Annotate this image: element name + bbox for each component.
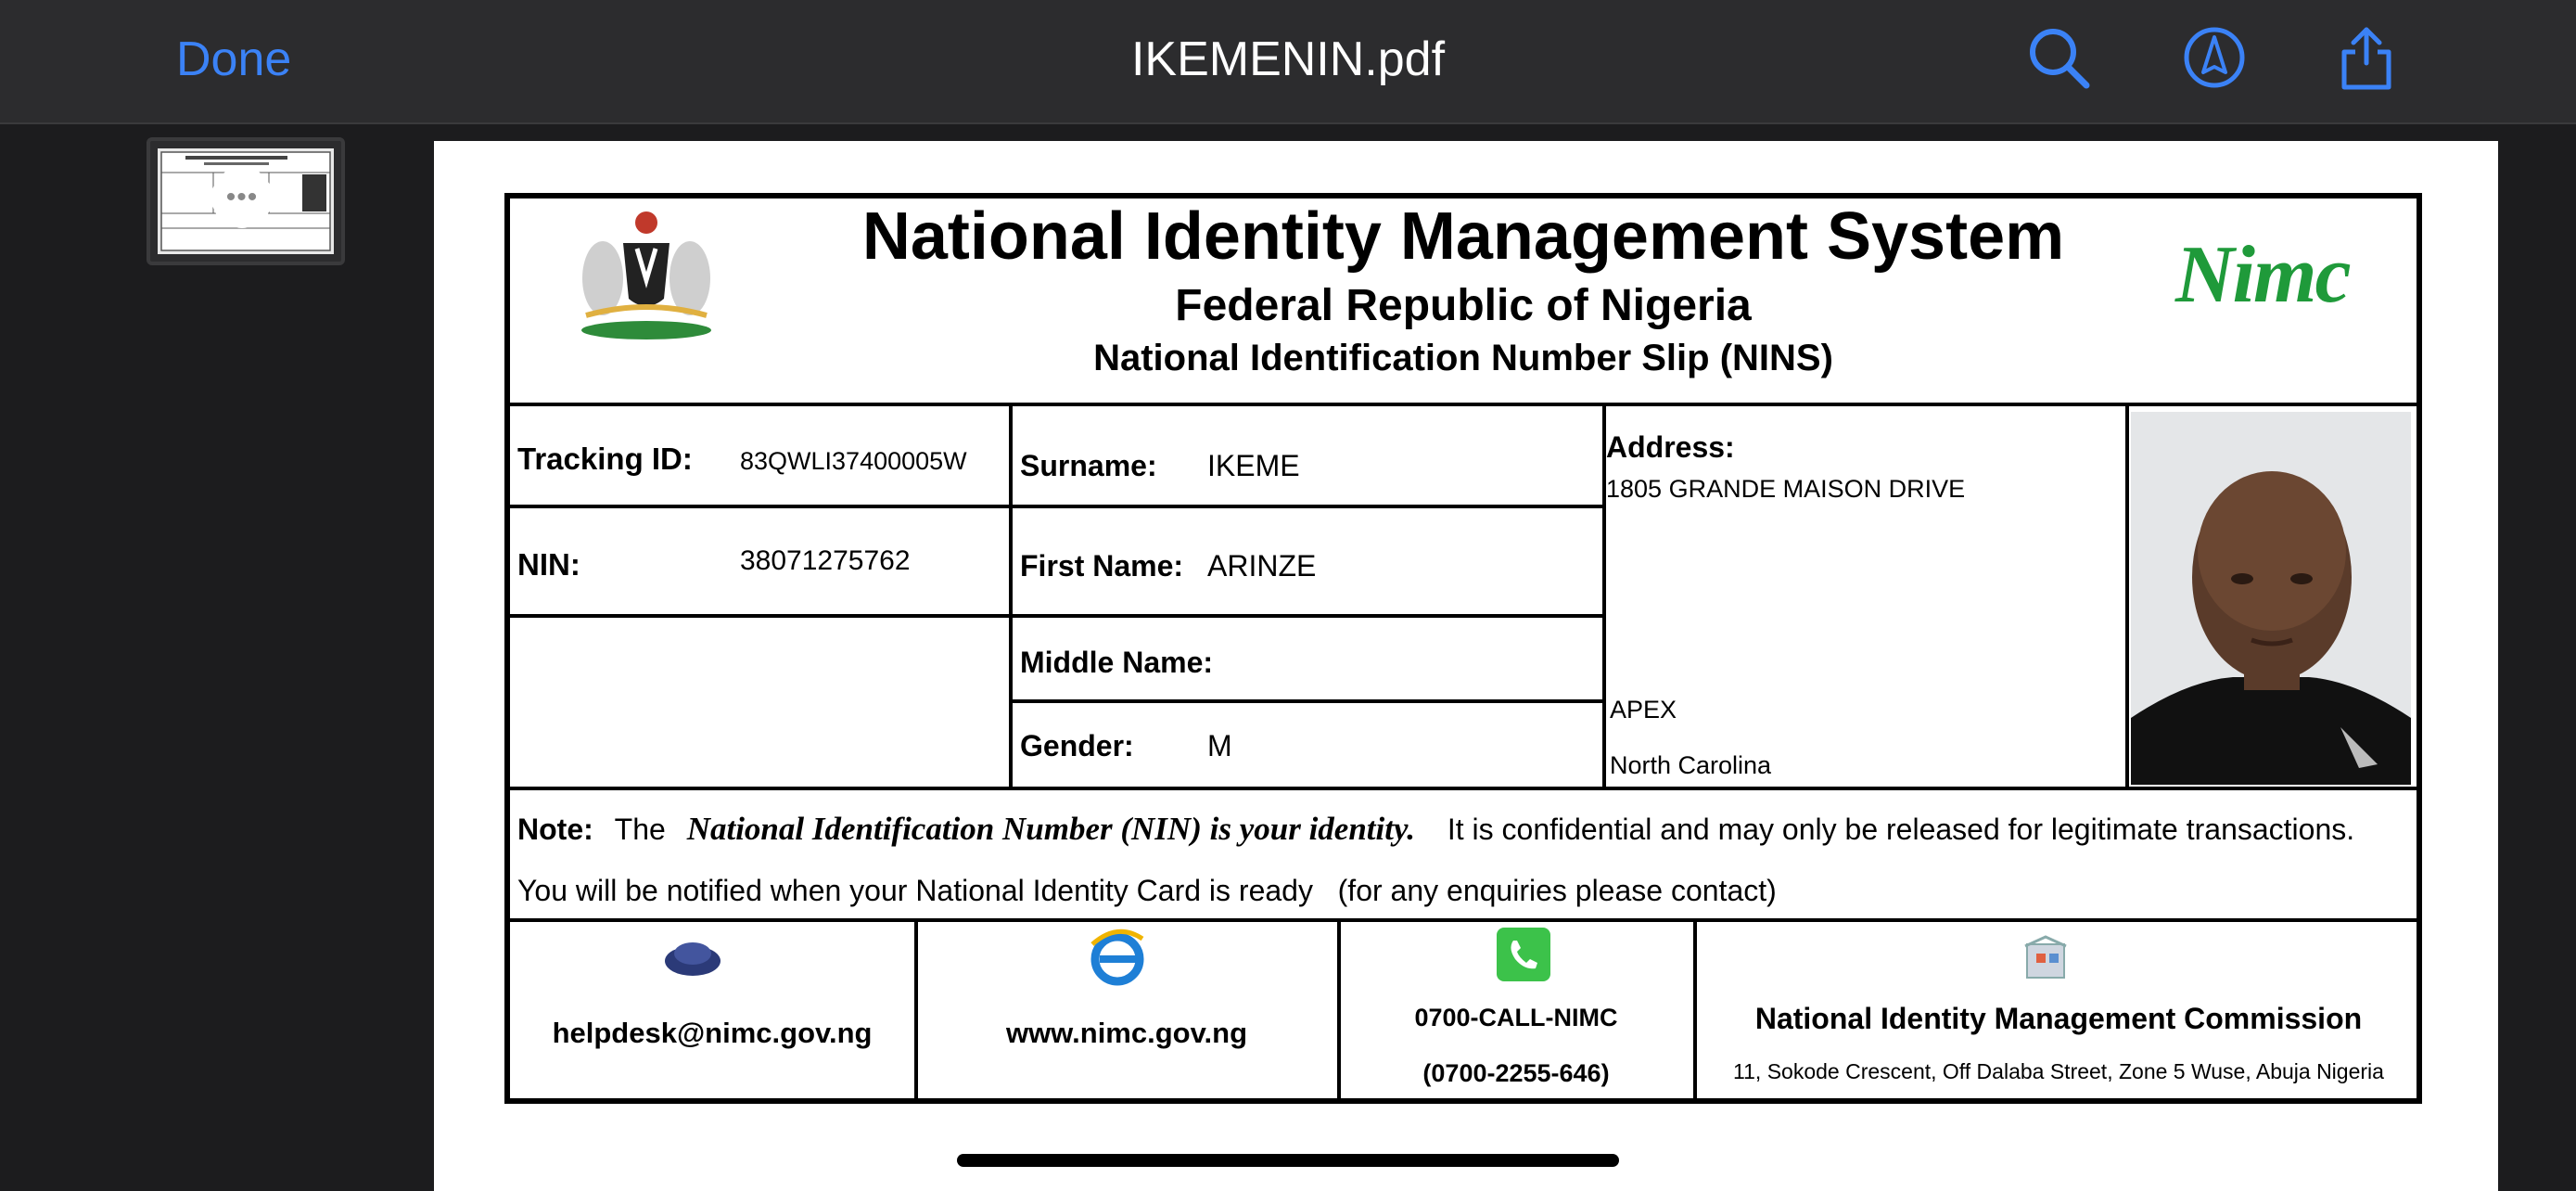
slip-title: National Identity Management System	[861, 199, 2065, 274]
note-rest: It is confidential and may only be released for legitimate transactions.	[1447, 813, 2355, 846]
divider	[1009, 403, 1013, 788]
divider	[508, 505, 1606, 508]
surname-value: IKEME	[1207, 449, 1300, 482]
phone-icon	[1497, 928, 1550, 981]
markup-icon[interactable]	[2181, 24, 2248, 91]
slip-subtitle-nins: National Identification Number Slip (NINS)	[1093, 338, 1833, 378]
contact-org-address: 11, Sokode Crescent, Off Dalaba Street, Zone 5 Wuse, Abuja Nigeria	[1733, 1059, 2384, 1083]
tracking-id-label: Tracking ID:	[517, 442, 693, 476]
contact-email[interactable]: helpdesk@nimc.gov.ng	[552, 1017, 873, 1049]
gender-value: M	[1207, 729, 1232, 762]
contact-org-name: National Identity Management Commission	[1754, 1002, 2363, 1035]
note-the: The	[614, 813, 666, 846]
share-icon[interactable]	[2333, 24, 2400, 91]
address-line-3: North Carolina	[1610, 751, 1772, 779]
middle-name-label: Middle Name:	[1020, 646, 1214, 679]
internet-explorer-icon	[1087, 926, 1148, 989]
address-line-1: 1805 GRANDE MAISON DRIVE	[1606, 475, 1966, 503]
slip-subtitle: Federal Republic of Nigeria	[1175, 281, 1752, 330]
building-icon	[2021, 935, 2070, 980]
address-line-2: APEX	[1610, 696, 1677, 724]
holder-photo	[2131, 412, 2411, 785]
first-name-label: First Name:	[1020, 549, 1184, 583]
nin-value: 38071275762	[740, 545, 911, 576]
divider	[914, 918, 918, 1100]
tracking-id-value: 83QWLI37400005W	[740, 447, 967, 475]
note-label: Note:	[517, 813, 593, 846]
note-line-2: You will be notified when your National Identity Card is ready (for any enquiries please contact)	[517, 874, 1777, 907]
divider	[2125, 403, 2129, 788]
nimc-logo: Nimc	[2175, 230, 2350, 320]
contact-phone-1: 0700-CALL-NIMC	[1414, 1004, 1618, 1031]
document-title: IKEMENIN.pdf	[1130, 32, 1446, 86]
divider	[508, 787, 2418, 790]
thumbnail-sidebar	[0, 124, 352, 1191]
more-options-button[interactable]: •••	[211, 167, 273, 228]
divider	[508, 918, 2418, 922]
surname-label: Surname:	[1020, 449, 1157, 482]
gender-label: Gender:	[1020, 729, 1134, 762]
top-toolbar	[0, 0, 2576, 124]
divider	[1011, 699, 1604, 703]
email-icon	[662, 937, 723, 978]
search-icon[interactable]	[2025, 24, 2092, 91]
contact-phone-2: (0700-2255-646)	[1422, 1059, 1610, 1087]
note-line-1	[517, 811, 2354, 848]
divider	[508, 614, 1606, 618]
contact-website[interactable]: www.nimc.gov.ng	[1005, 1017, 1248, 1049]
home-indicator	[957, 1154, 1619, 1167]
address-label: Address:	[1606, 430, 1735, 464]
first-name-value: ARINZE	[1207, 549, 1317, 583]
note-emphasis: National Identification Number (NIN) is your identity.	[686, 811, 1415, 847]
done-button[interactable]: Done	[176, 32, 292, 86]
divider	[508, 403, 2418, 406]
nin-label: NIN:	[517, 547, 580, 582]
